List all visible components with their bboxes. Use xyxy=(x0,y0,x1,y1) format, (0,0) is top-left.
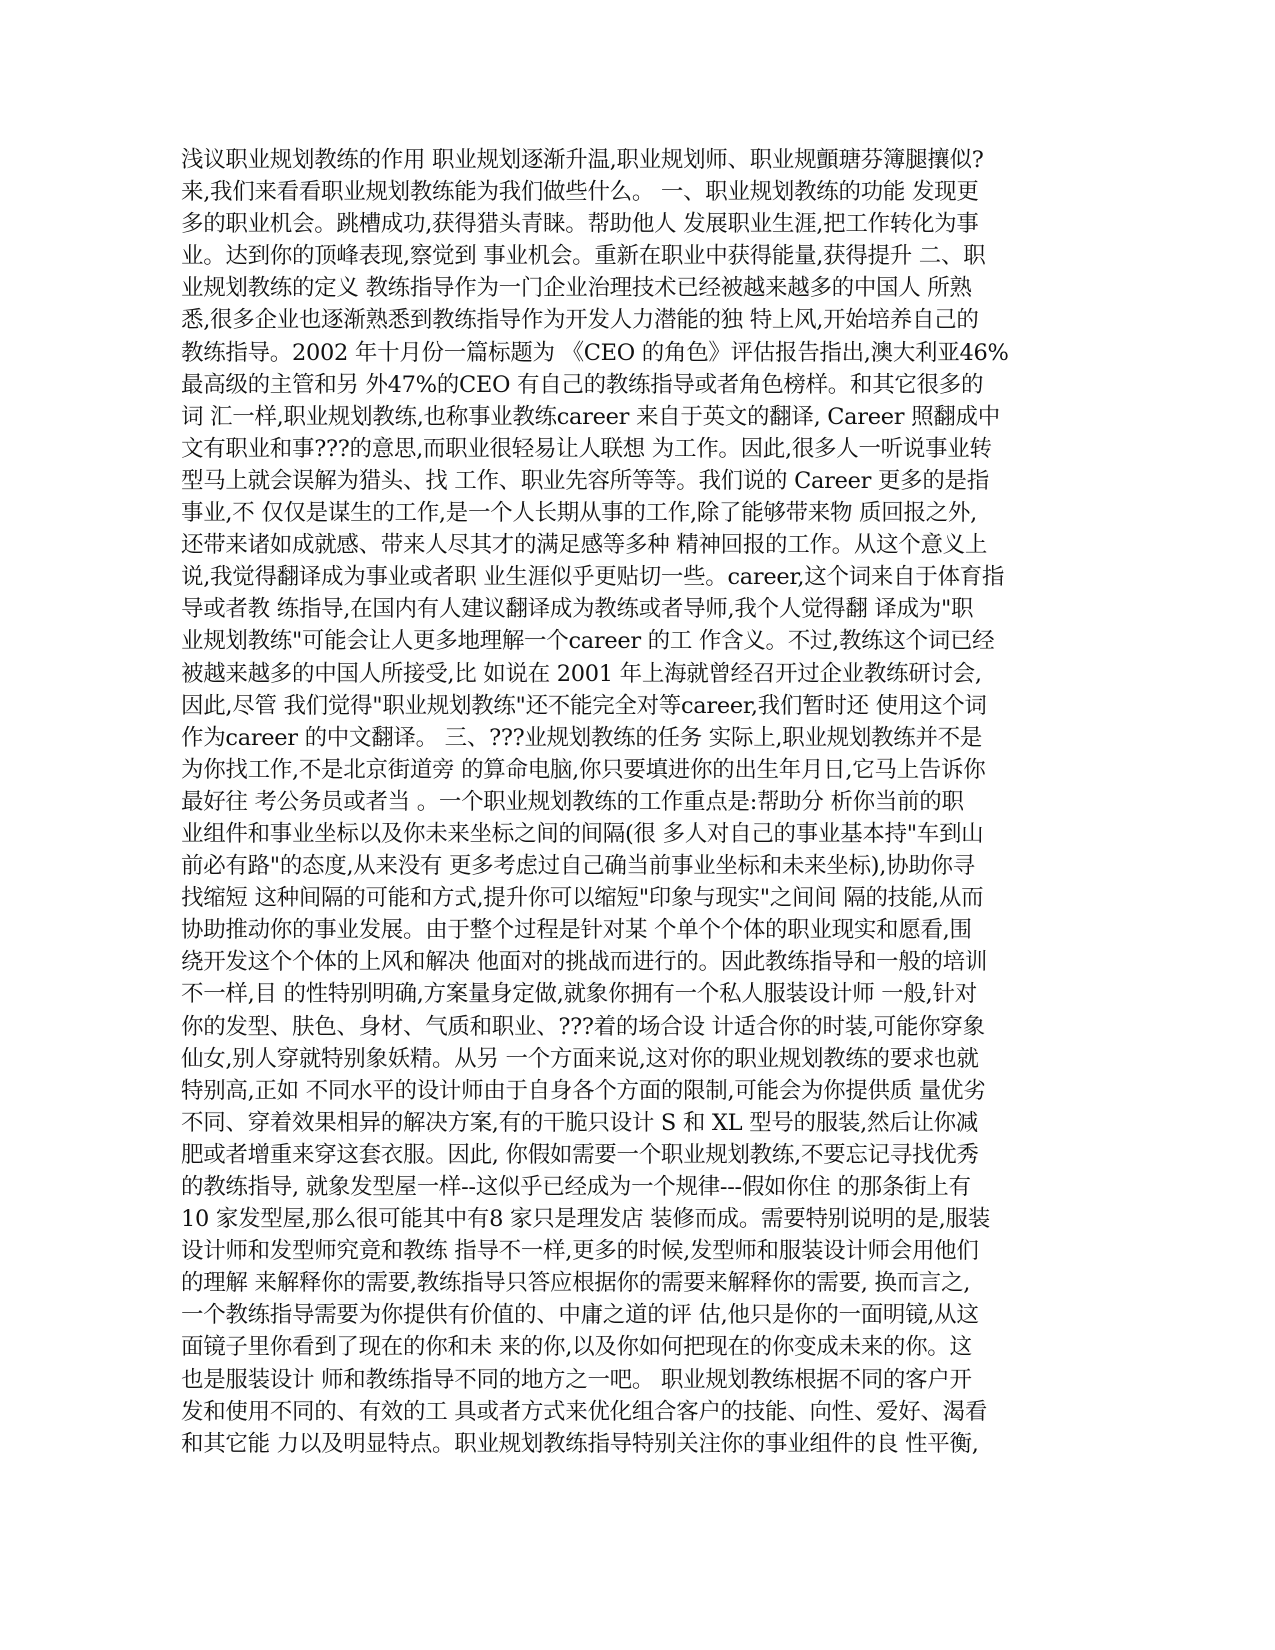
text-line: 业组件和事业坐标以及你未来坐标之间的间隔(很 多人对自己的事业基本持"车到山 xyxy=(181,820,984,847)
text-line: 被越来越多的中国人所接受,比 如说在 2001 年上海就曾经召开过企业教练研讨会, xyxy=(181,660,982,687)
text-line: 协助推动你的事业发展。由于整个过程是针对某 个单个个体的职业现实和愿看,围 xyxy=(181,917,972,944)
body-text xyxy=(181,144,1061,1460)
text-line: 为你找工作,不是北京街道旁 的算命电脑,你只要填进你的出生年月日,它马上告诉你 xyxy=(181,756,986,783)
text-line: 词 汇一样,职业规划教练,也称事业教练career 来自于英文的翻译, Career 照翻成中 xyxy=(181,403,1000,430)
text-line: 前必有路"的态度,从来没有 更多考虑过自己确当前事业坐标和未来坐标),协助你寻 xyxy=(181,853,975,880)
text-line: 一个教练指导需要为你提供有价值的、中庸之道的评 估,他只是你的一面明镜,从这 xyxy=(181,1302,979,1329)
text-line: 业规划教练"可能会让人更多地理解一个career 的工 作含义。不过,教练这个词已经 xyxy=(181,628,995,655)
text-line: 说,我觉得翻译成为事业或者职 业生涯似乎更贴切一些。career,这个词来自于体育指 xyxy=(181,564,1005,591)
text-line: 最高级的主管和另 外47%的CEO 有自己的教练指导或者角色榜样。和其它很多的 xyxy=(181,371,984,398)
text-line: 导或者教 练指导,在国内有人建议翻译成为教练或者导师,我个人觉得翻 译成为"职 xyxy=(181,596,974,623)
text-line: 业规划教练的定义 教练指导作为一门企业治理技术已经被越来越多的中国人 所熟 xyxy=(181,275,972,302)
text-line: 的教练指导, 就象发型屋一样--这似乎已经成为一个规律---假如你住 的那条街上有 xyxy=(181,1174,971,1200)
text-line: 仙女,别人穿就特别象妖精。从另 一个方面来说,这对你的职业规划教练的要求也就 xyxy=(181,1045,979,1072)
text-line: 面镜子里你看到了现在的你和未 来的你,以及你如何把现在的你变成未来的你。这 xyxy=(181,1334,972,1361)
text-line: 事业,不 仅仅是谋生的工作,是一个人长期从事的工作,除了能够带来物 质回报之外, xyxy=(181,500,977,527)
text-line: 悉,很多企业也逐渐熟悉到教练指导作为开发人力潜能的独 特上风,开始培养自己的 xyxy=(181,307,979,334)
text-line: 不一样,目 的性特别明确,方案量身定做,就象你拥有一个私人服装设计师 一般,针对 xyxy=(181,981,977,1008)
text-line: 特别高,正如 不同水平的设计师由于自身各个方面的限制,可能会为你提供质 量优劣 xyxy=(181,1077,986,1104)
text-line: 你的发型、肤色、身材、气质和职业、???着的场合设 计适合你的时装,可能你穿象 xyxy=(181,1013,985,1040)
text-line: 多的职业机会。跳槽成功,获得猎头青睐。帮助他人 发展职业生涯,把工作转化为事 xyxy=(181,211,979,238)
text-line: 业。达到你的顶峰表现,察觉到 事业机会。重新在职业中获得能量,获得提升 二、职 xyxy=(181,243,986,270)
text-line: 教练指导。2002 年十月份一篇标题为 《CEO 的角色》评估报告指出,澳大利亚46% xyxy=(181,339,1009,366)
text-line: 不同、穿着效果相异的解决方案,有的干脆只设计 S 和 XL 型号的服装,然后让你减 xyxy=(181,1109,978,1136)
text-line: 也是服装设计 师和教练指导不同的地方之一吧。 职业规划教练根据不同的客户开 xyxy=(181,1366,972,1393)
text-line: 发和使用不同的、有效的工 具或者方式来优化组合客户的技能、向性、爱好、渴看 xyxy=(181,1398,988,1425)
text-line: 文有职业和事???的意思,而职业很轻易让人联想 为工作。因此,很多人一听说事业转 xyxy=(181,435,992,462)
text-line: 的理解 来解释你的需要,教练指导只答应根据你的需要来解释你的需要, 换而言之, xyxy=(181,1270,971,1297)
text-line: 肥或者增重来穿这套衣服。因此, 你假如需要一个职业规划教练,不要忘记寻找优秀 xyxy=(181,1141,979,1168)
text-line: 绕开发这个个体的上风和解决 他面对的挑战而进行的。因此教练指导和一般的培训 xyxy=(181,949,988,976)
text-line: 设计师和发型师究竟和教练 指导不一样,更多的时候,发型师和服装设计师会用他们 xyxy=(181,1238,979,1265)
text-line: 浅议职业规划教练的作用 职业规划逐渐升温,职业规划师、职业规顫瑭芬簿腿攘似? xyxy=(181,147,984,173)
text-line: 型马上就会误解为猎头、找 工作、职业先容所等等。我们说的 Career 更多的是指 xyxy=(181,467,989,494)
text-line: 和其它能 力以及明显特点。职业规划教练指导特别关注你的事业组件的良 性平衡, xyxy=(181,1430,979,1457)
text-line: 10 家发型屋,那么很可能其中有8 家只是理发店 装修而成。需要特别说明的是,服装 xyxy=(181,1206,990,1233)
text-line: 最好往 考公务员或者当 。一个职业规划教练的工作重点是:帮助分 析你当前的职 xyxy=(181,788,964,815)
text-line: 来,我们来看看职业规划教练能为我们做些什么。 一、职业规划教练的功能 发现更 xyxy=(181,179,979,206)
text-line: 因此,尽管 我们觉得"职业规划教练"还不能完全对等career,我们暂时还 使用这个词 xyxy=(181,692,987,719)
text-line: 找缩短 这种间隔的可能和方式,提升你可以缩短"印象与现实"之间间 隔的技能,从而 xyxy=(181,885,984,912)
text-line: 还带来诸如成就感、带来人尽其才的满足感等多种 精神回报的工作。从这个意义上 xyxy=(181,532,988,559)
text-line: 作为career 的中文翻译。 三、???业规划教练的任务 实际上,职业规划教练并不是 xyxy=(181,724,983,751)
